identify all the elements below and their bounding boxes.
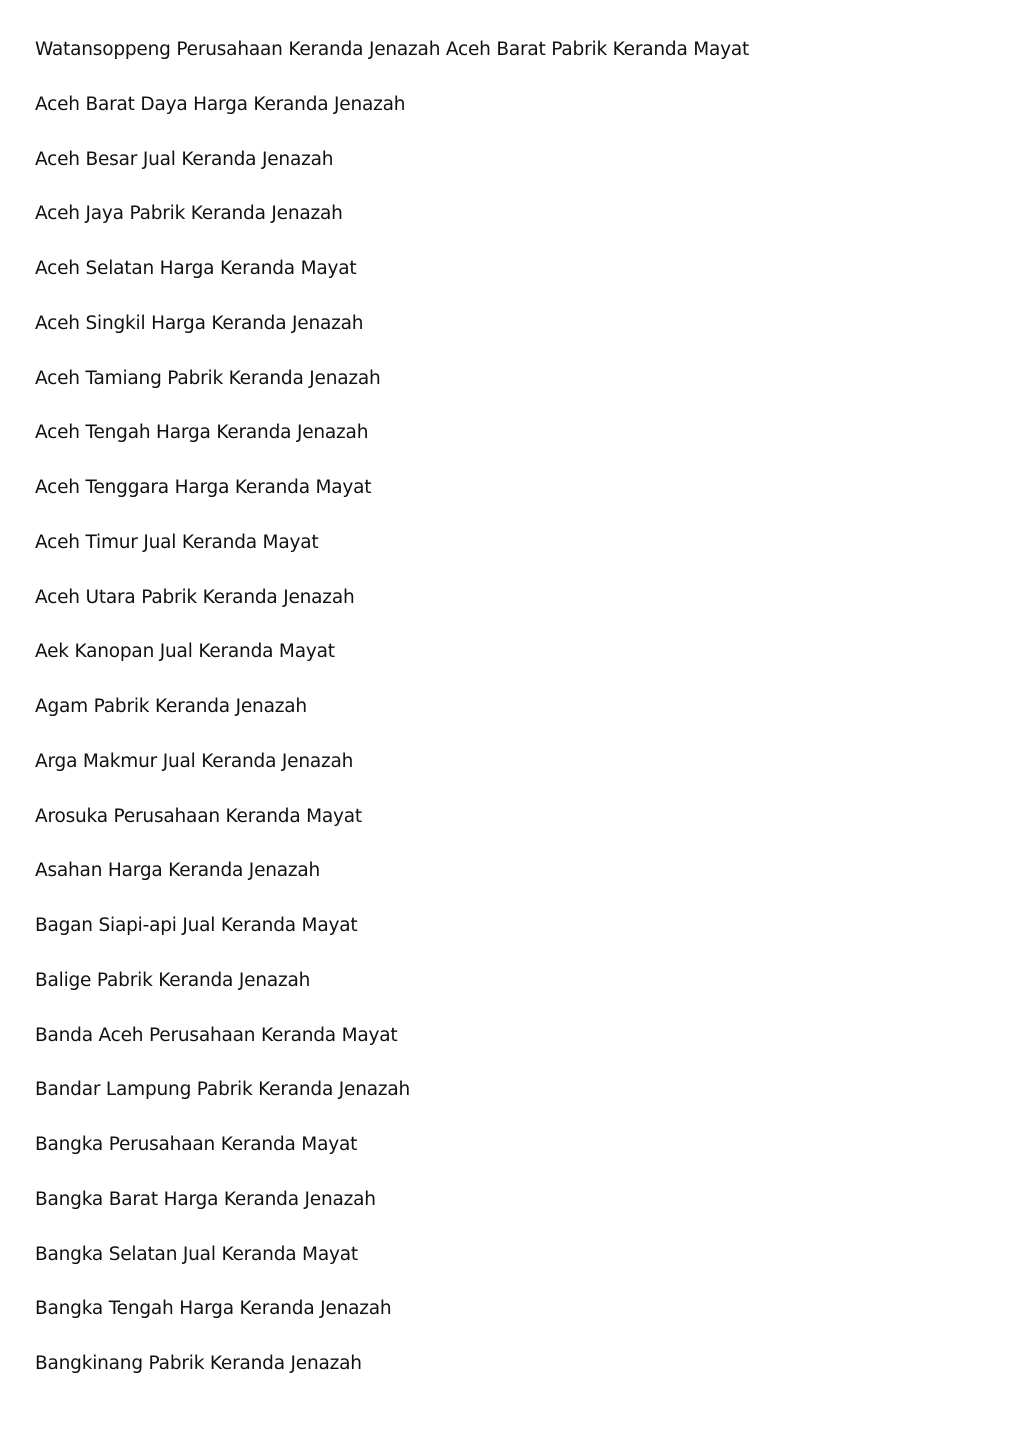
text-line: Balige Pabrik Keranda Jenazah xyxy=(35,969,311,991)
text-line: Agam Pabrik Keranda Jenazah xyxy=(35,696,307,717)
text-line: Bangkinang Pabrik Keranda Jenazah xyxy=(35,1353,362,1374)
text-line: Bagan Siapi-api Jual Keranda Mayat xyxy=(35,915,358,936)
text-line: Bangka Tengah Harga Keranda Jenazah xyxy=(35,1298,392,1320)
text-line: Bangka Perusahaan Keranda Mayat xyxy=(35,1134,358,1155)
text-line: Aceh Timur Jual Keranda Mayat xyxy=(35,531,319,553)
text-line: Aceh Tamiang Pabrik Keranda Jenazah xyxy=(35,367,381,389)
text-line: Asahan Harga Keranda Jenazah xyxy=(35,860,321,882)
text-line: Bangka Barat Harga Keranda Jenazah xyxy=(35,1188,376,1210)
text-line: Watansoppeng Perusahaan Keranda Jenazah Aceh Barat Pabrik Keranda Mayat xyxy=(35,39,750,60)
text-line-list xyxy=(35,36,995,1405)
text-line: Aceh Singkil Harga Keranda Jenazah xyxy=(35,312,364,334)
text-line: Aceh Besar Jual Keranda Jenazah xyxy=(35,148,334,170)
text-line: Bandar Lampung Pabrik Keranda Jenazah xyxy=(35,1079,411,1101)
text-line: Aceh Tenggara Harga Keranda Mayat xyxy=(35,477,372,498)
text-line: Aceh Barat Daya Harga Keranda Jenazah xyxy=(35,93,406,115)
text-line: Bangka Selatan Jual Keranda Mayat xyxy=(35,1243,358,1265)
text-line: Aceh Tengah Harga Keranda Jenazah xyxy=(35,422,369,444)
text-line: Aceh Jaya Pabrik Keranda Jenazah xyxy=(35,203,343,225)
text-line: Aceh Selatan Harga Keranda Mayat xyxy=(35,258,357,279)
text-line: Arosuka Perusahaan Keranda Mayat xyxy=(35,805,362,827)
text-line: Aceh Utara Pabrik Keranda Jenazah xyxy=(35,586,355,608)
text-line: Banda Aceh Perusahaan Keranda Mayat xyxy=(35,1024,398,1046)
text-line: Arga Makmur Jual Keranda Jenazah xyxy=(35,750,354,772)
text-line: Aek Kanopan Jual Keranda Mayat xyxy=(35,641,335,663)
